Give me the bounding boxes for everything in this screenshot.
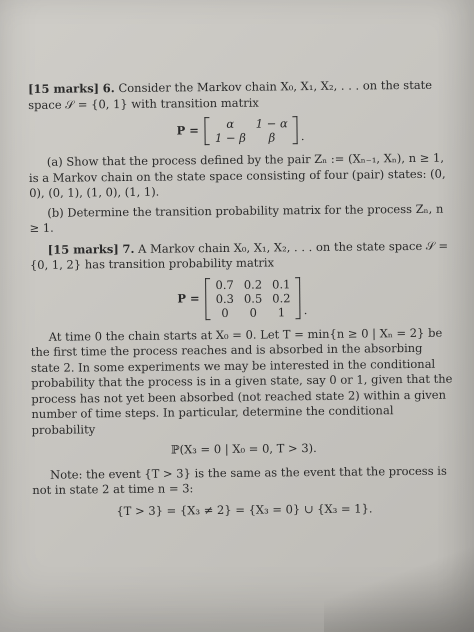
q7-matrix: [30, 275, 454, 321]
q7-marks: [15 marks]: [47, 241, 119, 257]
q7-m10: 0.3: [215, 291, 235, 306]
q6-matrix-table: [210, 116, 293, 145]
q6-m00: α: [226, 116, 235, 131]
q7-matrix-table: [210, 277, 295, 320]
q7-matrix-label: P =: [177, 290, 200, 306]
q6-m11: β: [268, 130, 276, 145]
q6-intro: [28, 78, 452, 113]
q7-probability-equation: ℙ(X₃ = 0 | X₀ = 0, T > 3).: [170, 440, 317, 457]
q7-m22: 1: [277, 304, 286, 319]
q7-m00: 0.7: [215, 277, 234, 292]
q6-part-a: (a) Show that the process defined by the pair Zₙ := (Xₙ₋₁, Xₙ), n ≥ 1, is a Markov chain on the state space consisting of four (pair) states: (0, 0), (0, 1), (1, 0), (1, 1).: [28, 150, 446, 200]
left-bracket: [205, 278, 210, 320]
q6-intro-text: Consider the Markov chain X₀, X₁, X₂, . . . on the state space 𝒮 = {0, 1} with transition matrix: [28, 77, 433, 112]
q6-number: 6.: [102, 81, 115, 96]
q6-part-b: (b) Determine the transition probability matrix for the process Zₙ, n ≥ 1.: [29, 201, 444, 235]
q7-m20: 0: [221, 305, 229, 320]
q7-matrix-end: .: [303, 303, 308, 318]
q7-body: At time 0 the chain starts at X₀ = 0. Let T = min{n ≥ 0 | Xₙ = 2} be the first time the process reaches and is absorbed in the absorbing state 2. In some experiments we may be interested in the conditional probability that the process is in a given state, say 0 or 1, given that the process has not yet been absorbed (not reached state 2) within a given number of time steps. In particular, determine the conditional probability: [30, 325, 453, 437]
q7-number: 7.: [122, 241, 135, 256]
q7-m01: 0.2: [243, 277, 263, 292]
q6-marks: [15 marks]: [28, 81, 100, 96]
right-bracket: [293, 116, 298, 144]
q7-m21: 0: [249, 305, 257, 320]
q7-m12: 0.2: [272, 290, 291, 305]
q6-matrix-brackets: [205, 116, 298, 145]
q6-matrix-end: .: [300, 128, 305, 143]
q7-matrix-brackets: [205, 277, 300, 320]
exam-page: [28, 78, 457, 528]
q7-intro: [30, 238, 454, 273]
q7-m11: 0.5: [243, 291, 263, 306]
q6-m10: 1 − β: [214, 130, 246, 146]
q7-note-equation: {T > 3} = {X₃ ≠ 2} = {X₃ = 0} ∪ {X₃ = 1}.: [116, 500, 373, 518]
q6-matrix: [28, 115, 452, 147]
right-bracket: [295, 277, 300, 319]
page-shadow: [324, 542, 474, 632]
q7-intro-text: A Markov chain X₀, X₁, X₂, . . . on the state space 𝒮 = {0, 1, 2} has transition probability matrix: [29, 238, 449, 272]
left-bracket: [205, 117, 210, 145]
q6-m01: 1 − α: [255, 116, 288, 131]
q7-note: Note: the event {T > 3} is the same as the event that the process is not in state 2 at time n = 3:: [32, 463, 447, 497]
q7-m02: 0.1: [272, 276, 291, 291]
q6-matrix-label: P =: [176, 123, 199, 138]
